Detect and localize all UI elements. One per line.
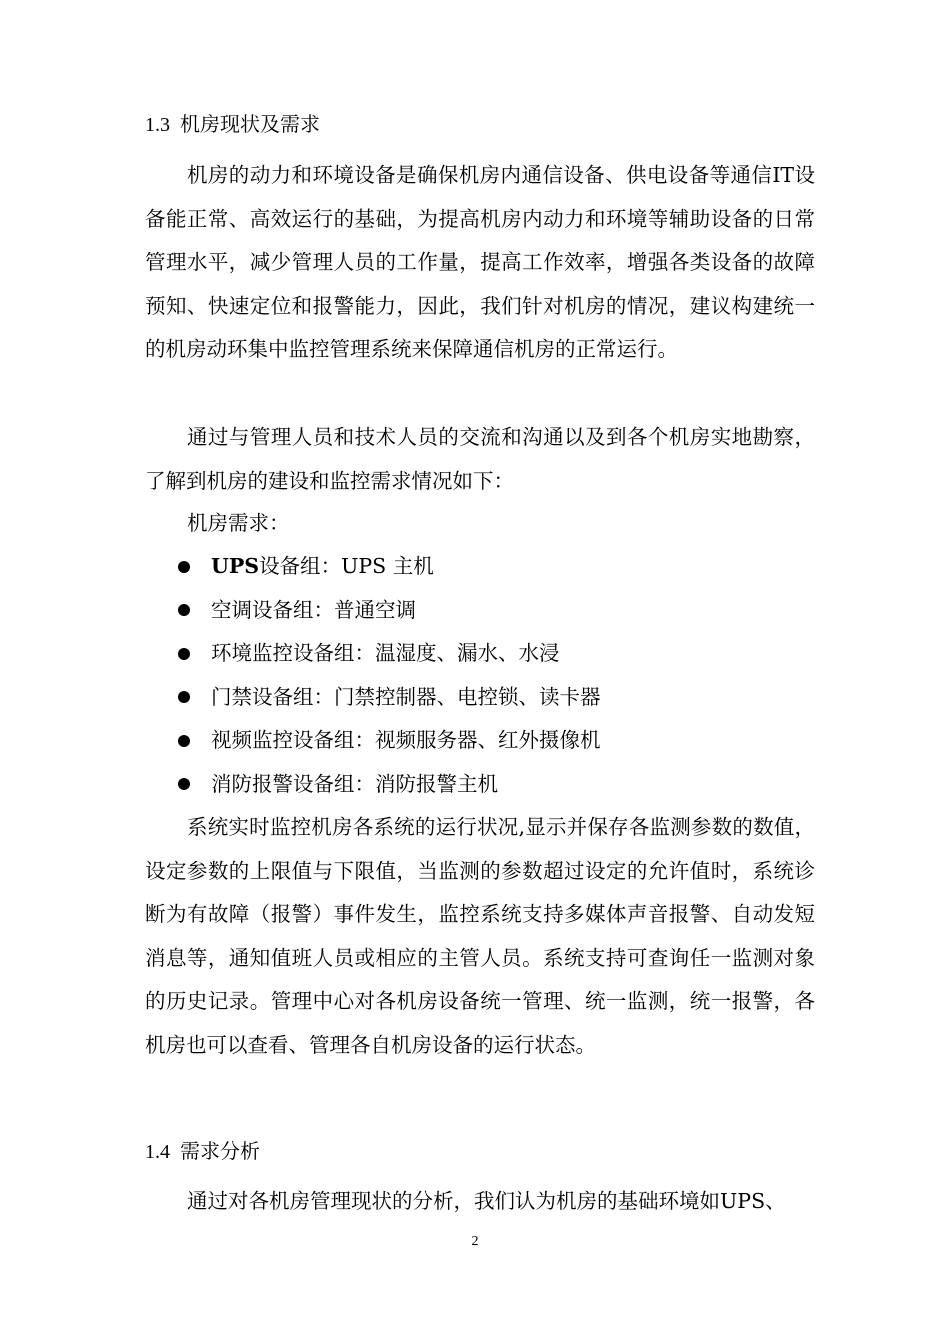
paragraph-survey: 通过与管理人员和技术人员的交流和沟通以及到各个机房实地勘察，了解到机房的建设和监控需求情况如下： bbox=[145, 425, 815, 493]
section-heading-1-3 bbox=[145, 111, 320, 138]
list-item-text: 环境监控设备组：温湿度、漏水、水浸 bbox=[211, 641, 560, 665]
list-item-text: 空调设备组：普通空调 bbox=[211, 597, 416, 622]
bullet-icon bbox=[178, 648, 190, 660]
bullet-icon bbox=[178, 778, 190, 790]
section-number: 1.3 bbox=[145, 114, 170, 136]
list-item bbox=[178, 632, 601, 676]
list-item-text: 门禁设备组：门禁控制器、电控锁、读卡器 bbox=[211, 684, 601, 709]
paragraph-analysis: 通过对各机房管理现状的分析，我们认为机房的基础环境如UPS、 bbox=[187, 1189, 786, 1213]
paragraph-system-monitoring: 系统实时监控机房各系统的运行状况,显示并保存各监测参数的数值，设定参数的上限值与下限值，当监测的参数超过设定的允许值时，系统诊断为有故障（报警）事件发生，监控系统支持多媒体声音报警、自动发短消息等，通知值班人员或相应的主管人员。系统支持可查询任一监测对象的历史记录。管理中心对各机房设备统一管理、统一监测，统一报警，各机房也可以查看、管理各自机房设备的运行状态。 bbox=[145, 815, 815, 1057]
section-title: 需求分析 bbox=[180, 1139, 260, 1163]
page-number: 2 bbox=[471, 1234, 479, 1249]
section-heading-1-4 bbox=[145, 1138, 260, 1165]
list-item-lead: UPS bbox=[211, 554, 260, 578]
bullet-icon bbox=[178, 691, 190, 703]
bullet-icon bbox=[178, 735, 190, 747]
list-item bbox=[178, 545, 601, 589]
list-item bbox=[178, 589, 601, 633]
requirements-list bbox=[178, 545, 601, 806]
section-number: 1.4 bbox=[145, 1141, 170, 1163]
bullet-icon bbox=[178, 604, 190, 616]
list-item bbox=[178, 719, 601, 763]
list-item-text: 视频监控设备组：视频服务器、红外摄像机 bbox=[211, 728, 601, 752]
list-item bbox=[178, 676, 601, 720]
requirements-label: 机房需求： bbox=[187, 511, 290, 535]
list-item-text: 设备组：UPS 主机 bbox=[259, 554, 434, 578]
section-title: 机房现状及需求 bbox=[180, 112, 320, 136]
paragraph-intro: 机房的动力和环境设备是确保机房内通信设备、供电设备等通信IT设备能正常、高效运行的基础，为提高机房内动力和环境等辅助设备的日常管理水平，减少管理人员的工作量，提高工作效率，增强各类设备的故障预知、快速定位和报警能力，因此，我们针对机房的情况，建议构建统一的机房动环集中监控管理系统来保障通信机房的正常运行。 bbox=[145, 163, 815, 361]
list-item-text: 消防报警设备组：消防报警主机 bbox=[211, 771, 498, 796]
list-item bbox=[178, 763, 601, 807]
bullet-icon bbox=[178, 561, 190, 573]
